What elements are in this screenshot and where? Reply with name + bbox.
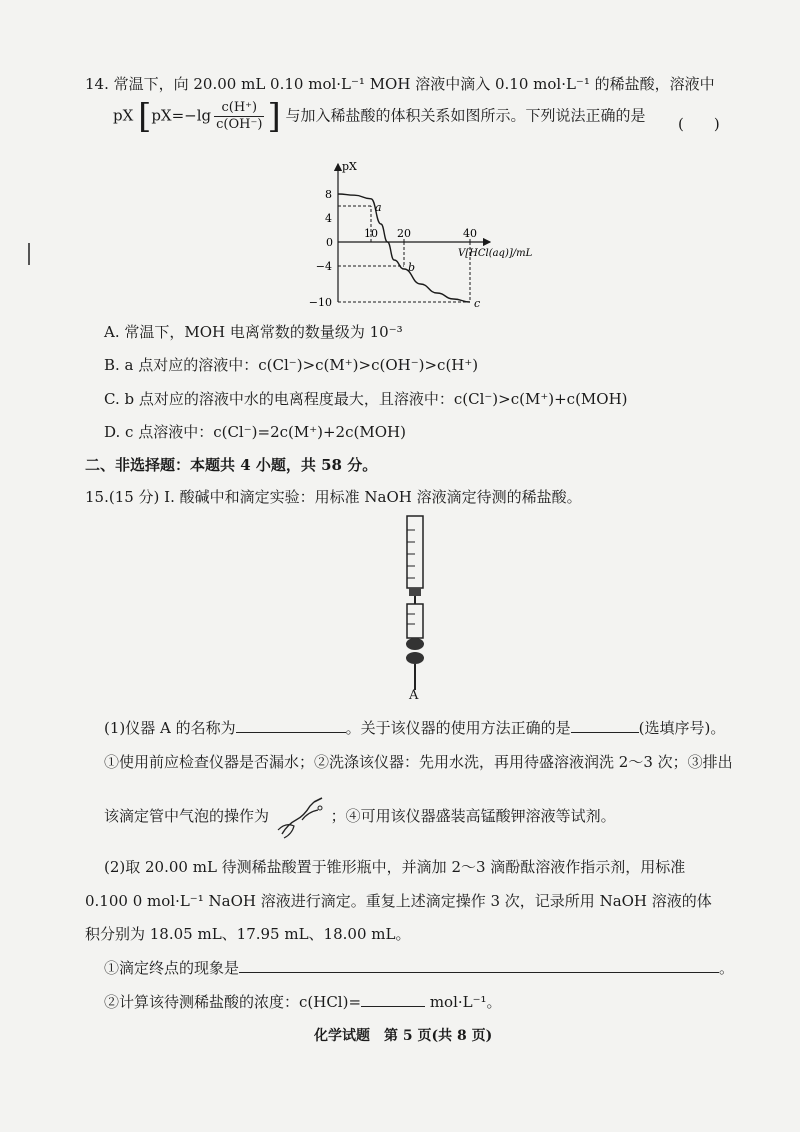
q14-fraction (214, 100, 264, 133)
point-label-a: a (375, 201, 382, 214)
y-tick-label: 4 (325, 212, 332, 225)
blank-endpoint-phenomenon[interactable] (239, 958, 719, 973)
x-tick-label: 40 (463, 227, 477, 240)
q14-answer-paren: ( ) (678, 115, 720, 133)
q15-p2-line3: 积分别为 18.05 mL、17.95 mL、18.00 mL。 (85, 925, 411, 943)
q14-option-d: D. c 点溶液中：c(Cl⁻)=2c(M⁺)+2c(MOH) (104, 423, 406, 441)
point-label-c: c (474, 297, 481, 308)
q15-p1-line3: 该滴定管中气泡的操作为 ；④可用该仪器盛装高锰酸钾溶液等试剂。 (104, 806, 616, 826)
y-tick-label: −4 (315, 260, 332, 273)
q14-option-c: C. b 点对应的溶液中水的电离程度最大，且溶液中：c(Cl⁻)>c(M⁺)+c(MOH) (104, 390, 628, 408)
blank-instrument-name[interactable] (236, 718, 346, 733)
apparatus-label-a: A (409, 688, 419, 703)
q15-p2-line2: 0.100 0 mol·L⁻¹ NaOH 溶液进行滴定。重复上述滴定操作 3 次，记录所用 NaOH 溶液的体 (85, 892, 712, 910)
origin-label: 0 (326, 236, 333, 249)
q14-line2: pX [pX=−lg $\frac{c(H^+)}{c(OH^-)}$ ] 与加入稀盐酸的体积关系如图所示。下列说法正确的是 (113, 96, 646, 137)
blank-hcl-concentration[interactable] (361, 992, 425, 1007)
q15-p1-line1: (1)仪器 A 的名称为 。关于该仪器的使用方法正确的是 (选填序号)。 (104, 719, 726, 737)
x-tick-label: 10 (364, 227, 378, 240)
x-tick-label: 20 (397, 227, 411, 240)
margin-mark (28, 243, 30, 265)
burette-illustration (395, 512, 435, 702)
bubble-removal-icon (274, 794, 326, 840)
point-label-b: b (408, 261, 416, 274)
section2-heading: 二、非选择题：本题共 4 小题，共 58 分。 (85, 456, 378, 474)
q15-p2-q1: ①滴定终点的现象是 。 (104, 959, 735, 977)
px-chart (298, 158, 548, 308)
q14-option-a: A. 常温下，MOH 电离常数的数量级为 10⁻³ (104, 323, 403, 341)
q14-fraction-num: c(H⁺) (214, 100, 264, 117)
y-tick-label: −10 (308, 296, 332, 308)
blank-usage-options[interactable] (571, 718, 639, 733)
q15-intro: 15.(15 分) Ⅰ. 酸碱中和滴定实验：用标准 NaOH 溶液滴定待测的稀盐酸。 (85, 488, 582, 506)
q14-option-b: B. a 点对应的溶液中：c(Cl⁻)>c(M⁺)>c(OH⁻)>c(H⁺) (104, 356, 479, 374)
y-tick-label: 8 (325, 188, 332, 201)
q14-px: pX (113, 106, 134, 125)
q15-p1-line2: ①使用前应检查仪器是否漏水；②洗涤该仪器：先用水洗，再用待盛溶液润洗 2～3 次；③排出 (104, 753, 733, 771)
q14-fraction-den: c(OH⁻) (216, 117, 263, 132)
page-footer: 化学试题 第 5 页(共 8 页) (314, 1028, 493, 1044)
q14-line2-suffix: 与加入稀盐酸的体积关系如图所示。下列说法正确的是 (285, 106, 646, 125)
q14-line1: 14. 常温下，向 20.00 mL 0.10 mol·L⁻¹ MOH 溶液中滴入 0.10 mol·L⁻¹ 的稀盐酸，溶液中 (85, 75, 715, 93)
q15-p2-q2: ②计算该待测稀盐酸的浓度：c(HCl)= mol·L⁻¹。 (104, 993, 502, 1011)
q14-formula-left: pX=−lg (151, 106, 212, 125)
q15-p2-line1: (2)取 20.00 mL 待测稀盐酸置于锥形瓶中，并滴加 2～3 滴酚酞溶液作指示剂，用标准 (104, 858, 686, 876)
y-axis-label: pX (342, 160, 357, 173)
x-axis-label: V[HCl(aq)]/mL (458, 248, 533, 259)
